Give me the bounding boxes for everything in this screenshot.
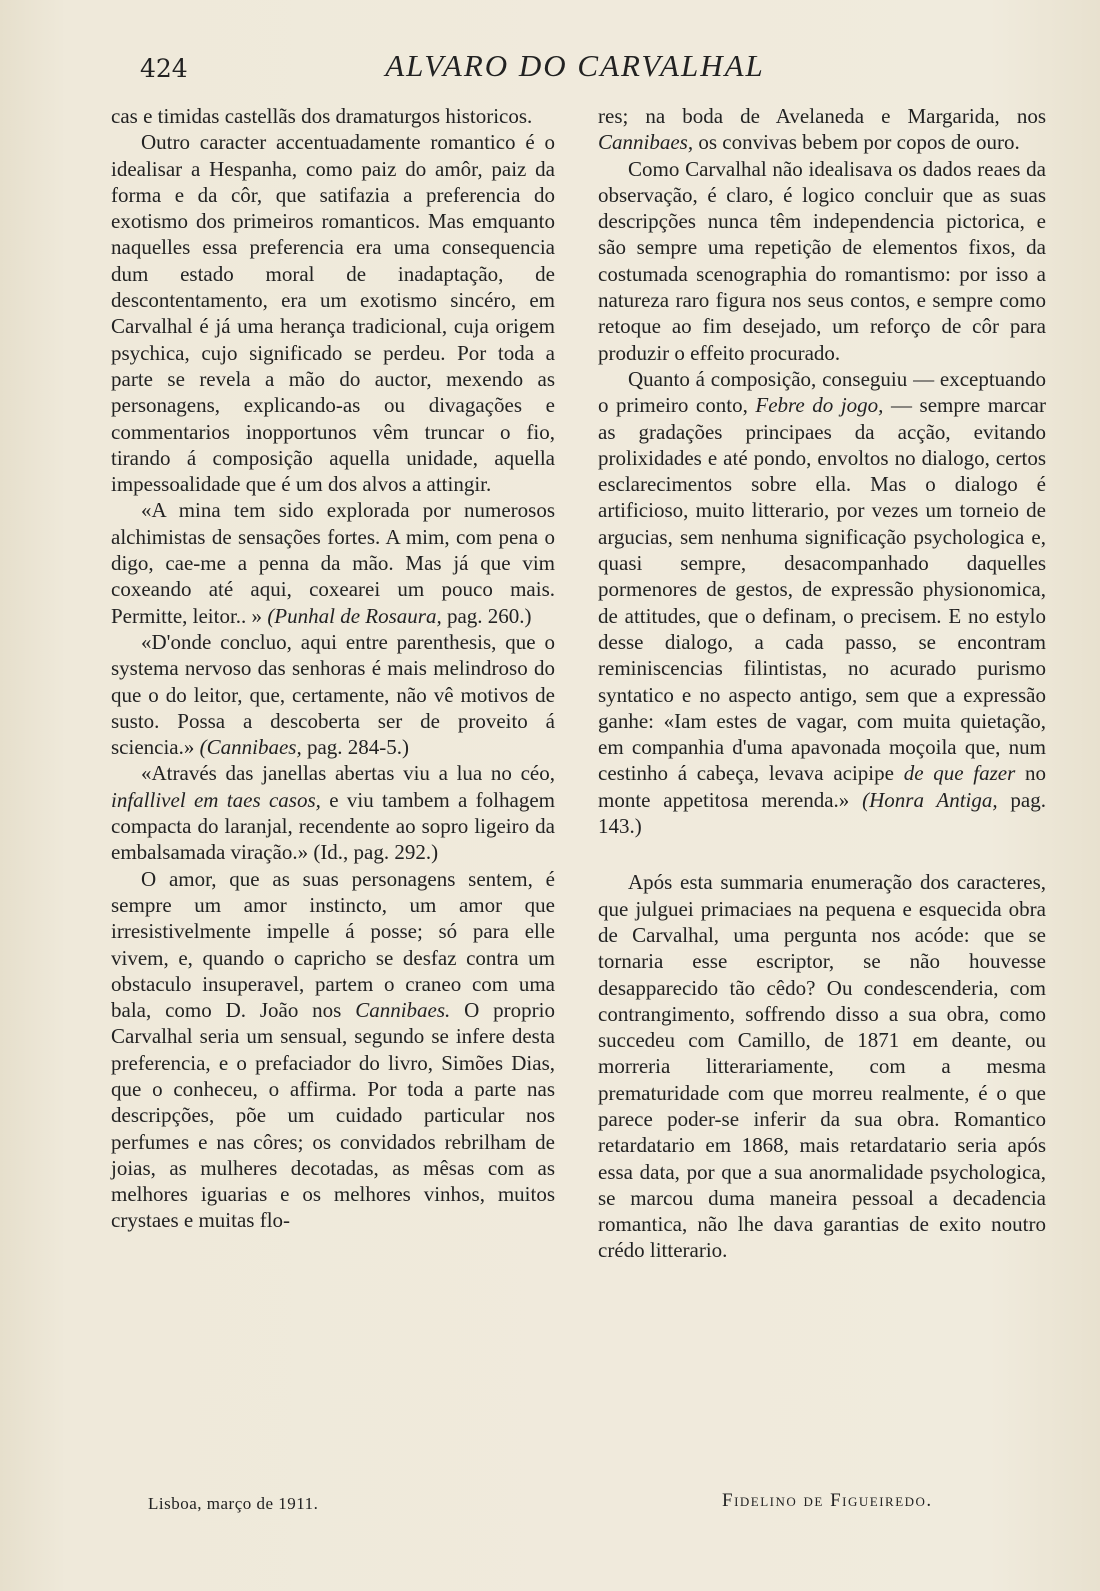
quotation-paragraph: [111, 497, 555, 628]
citation-page: pag. 143.): [598, 787, 1047, 839]
emphasis: de que fazer: [903, 761, 1016, 786]
paragraph: Como Carvalhal não idealisava os dados reaes da observação, é claro, é logico concluir que as suas descripções nunca têm independencia pictorica, e são sempre uma repetição de elementos fixos, da costumada scenographia do romantismo: por isso a natureza raro figura nos seus contos, e sempre como retoque ao fim desejado, um reforço de côr para produzir o effeito procurado.: [598, 156, 1046, 365]
paragraph-text: O amor, que as suas personagens sentem, é sempre um amor instincto, um amor que irresistivelmente impelle á posse; só para elle vivem, e, quando o capricho se desfaz contra um obstaculo insuperavel, partem o craneo com uma bala, como D. João nos: [111, 866, 555, 1023]
paragraph: [598, 103, 1046, 156]
right-column: [598, 103, 1046, 1264]
running-title: ALVARO DO CARVALHAL: [385, 48, 765, 83]
emphasis: Cannibaes.: [355, 998, 451, 1023]
paragraph: [111, 866, 555, 1234]
paragraph-text: Quanto á composição, conseguiu — exceptuando o primeiro conto,: [598, 366, 1046, 418]
emphasis: Febre do jogo,: [755, 393, 884, 418]
paragraph: Outro caracter accentuadamente romantico é o idealisar a Hespanha, como paiz do amôr, paiz da forma e da côr, que satifazia a preferencia do exotismo dos primeiros romanticos. Mas emquanto naquelles essa preferencia era uma consequencia dum estado moral de inadaptação, de descontentamento, era um exotismo sincéro, em Carvalhal é já uma herança tradicional, cuja origem psychica, cujo significado se perdeu. Por toda a parte se revela a mão do auctor, mexendo as personagens, explicando-as ou divagações e commentarios inopportunos vêm truncar o fio, tirando á composição aquella unidade, aquella impessoalidade que é um dos alvos a attingir.: [111, 130, 555, 497]
citation-title: (Punhal de Rosaura,: [267, 603, 442, 628]
citation-page: pag. 284-5.): [301, 735, 410, 760]
dateline: Lisboa, março de 1911.: [148, 1494, 319, 1513]
citation-page: pag. 260.): [441, 603, 532, 628]
quotation-text: «A mina tem sido explorada por numerosos alchimistas de sensações fortes. A mim, com pena o digo, cae-me a penna da mão. Mas já que vim coxeando até aqui, coxearei um pouco mais. Permitte, leitor.. »: [111, 498, 555, 628]
emphasis: infallivel em taes casos,: [111, 787, 321, 812]
author-signature: Fidelino de Figueiredo.: [722, 1490, 933, 1511]
emphasis: Cannibaes,: [598, 130, 694, 155]
paragraph-text: no monte appetitosa merenda.»: [598, 761, 1046, 812]
quotation-text: e viu tambem a folhagem compacta do laranjal, recendente ao sopro ligeiro da embalsamada viração.» (Id., pag. 292.): [111, 787, 555, 865]
citation-title: (Cannibaes,: [199, 735, 302, 760]
quotation-text: «D'onde concluo, aqui entre parenthesis, que o systema nervoso das senhoras é mais melindroso do que o do leitor, que, certamente, não vê motivos de susto. Possa a descoberta ser de proveito á sciencia.»: [111, 629, 555, 760]
page-header: [110, 48, 1040, 88]
citation-title: (Honra Antiga,: [862, 787, 998, 812]
paragraph-text: — sempre marcar as gradações principaes da acção, evitando prolixidades e até pondo, envoltos no dialogo, certos esclarecimentos sobre ella. Mas o dialogo é artificioso, muito litterario, por vezes um torneio de argucias, sem nenhuma significação psychologica e, quasi sempre, desacompanhado daquelles pormenores de gestos, de expressão physionomica, de attitudes, que o definam, o precisem. E no estylo desse dialogo, a cada passo, se encontram reminiscencias filintistas, no acurado purismo syntatico e no aspecto antigo, sem que a expressão ganhe: «Iam estes de vagar, com muita quietação, em companhia d'uma apavonada moçoila que, num cestinho á cabeça, levava acipipe: [598, 393, 1046, 786]
paragraph-text: O proprio Carvalhal seria um sensual, segundo se infere desta preferencia, e o prefaciador do livro, Simões Dias, que o conheceu, o affirma. Por toda a parte nas descripções, põe um cuidado particular nos perfumes e nas côres; os convidados rebrilham de joias, as mulheres decotadas, as mêsas com as melhores iguarias e os melhores vinhos, muitos crystaes e muitas flo-: [111, 998, 555, 1233]
paragraph-text: os convivas bebem por copos de ouro.: [693, 130, 1020, 155]
paragraph: cas e timidas castellãs dos dramaturgos historicos.: [111, 104, 533, 128]
quotation-paragraph: [111, 760, 555, 865]
paragraph-text: res; na boda de Avelaneda e Margarida, nos: [598, 104, 1046, 128]
left-column: [111, 103, 555, 1234]
quotation-paragraph: [111, 629, 555, 760]
paragraph: Após esta summaria enumeração dos caracteres, que julguei primaciaes na pequena e esquecida obra de Carvalhal, uma pergunta nos acóde: que se tornaria esse escriptor, se não houvesse desapparecido tão cêdo? Ou condescenderia, com contrangimento, soffrendo disso a sua obra, como succedeu com Camillo, de 1871 em deante, ou morreria litterariamente, com a mesma prematuridade com que morreu realmente, é o que parece poder-se inferir da sua obra. Romantico retardatario em 1868, mais retardatario seria após essa data, por que a sua anormalidade psychologica, se marcou duma maneira pessoal a decadencia romantica, não lhe dava garantias de exito noutro crédo litterario.: [598, 870, 1046, 1263]
page-number: 424: [140, 54, 188, 83]
paragraph: [598, 366, 1046, 839]
quotation-text: «Através das janellas abertas viu a lua no céo,: [141, 761, 555, 786]
